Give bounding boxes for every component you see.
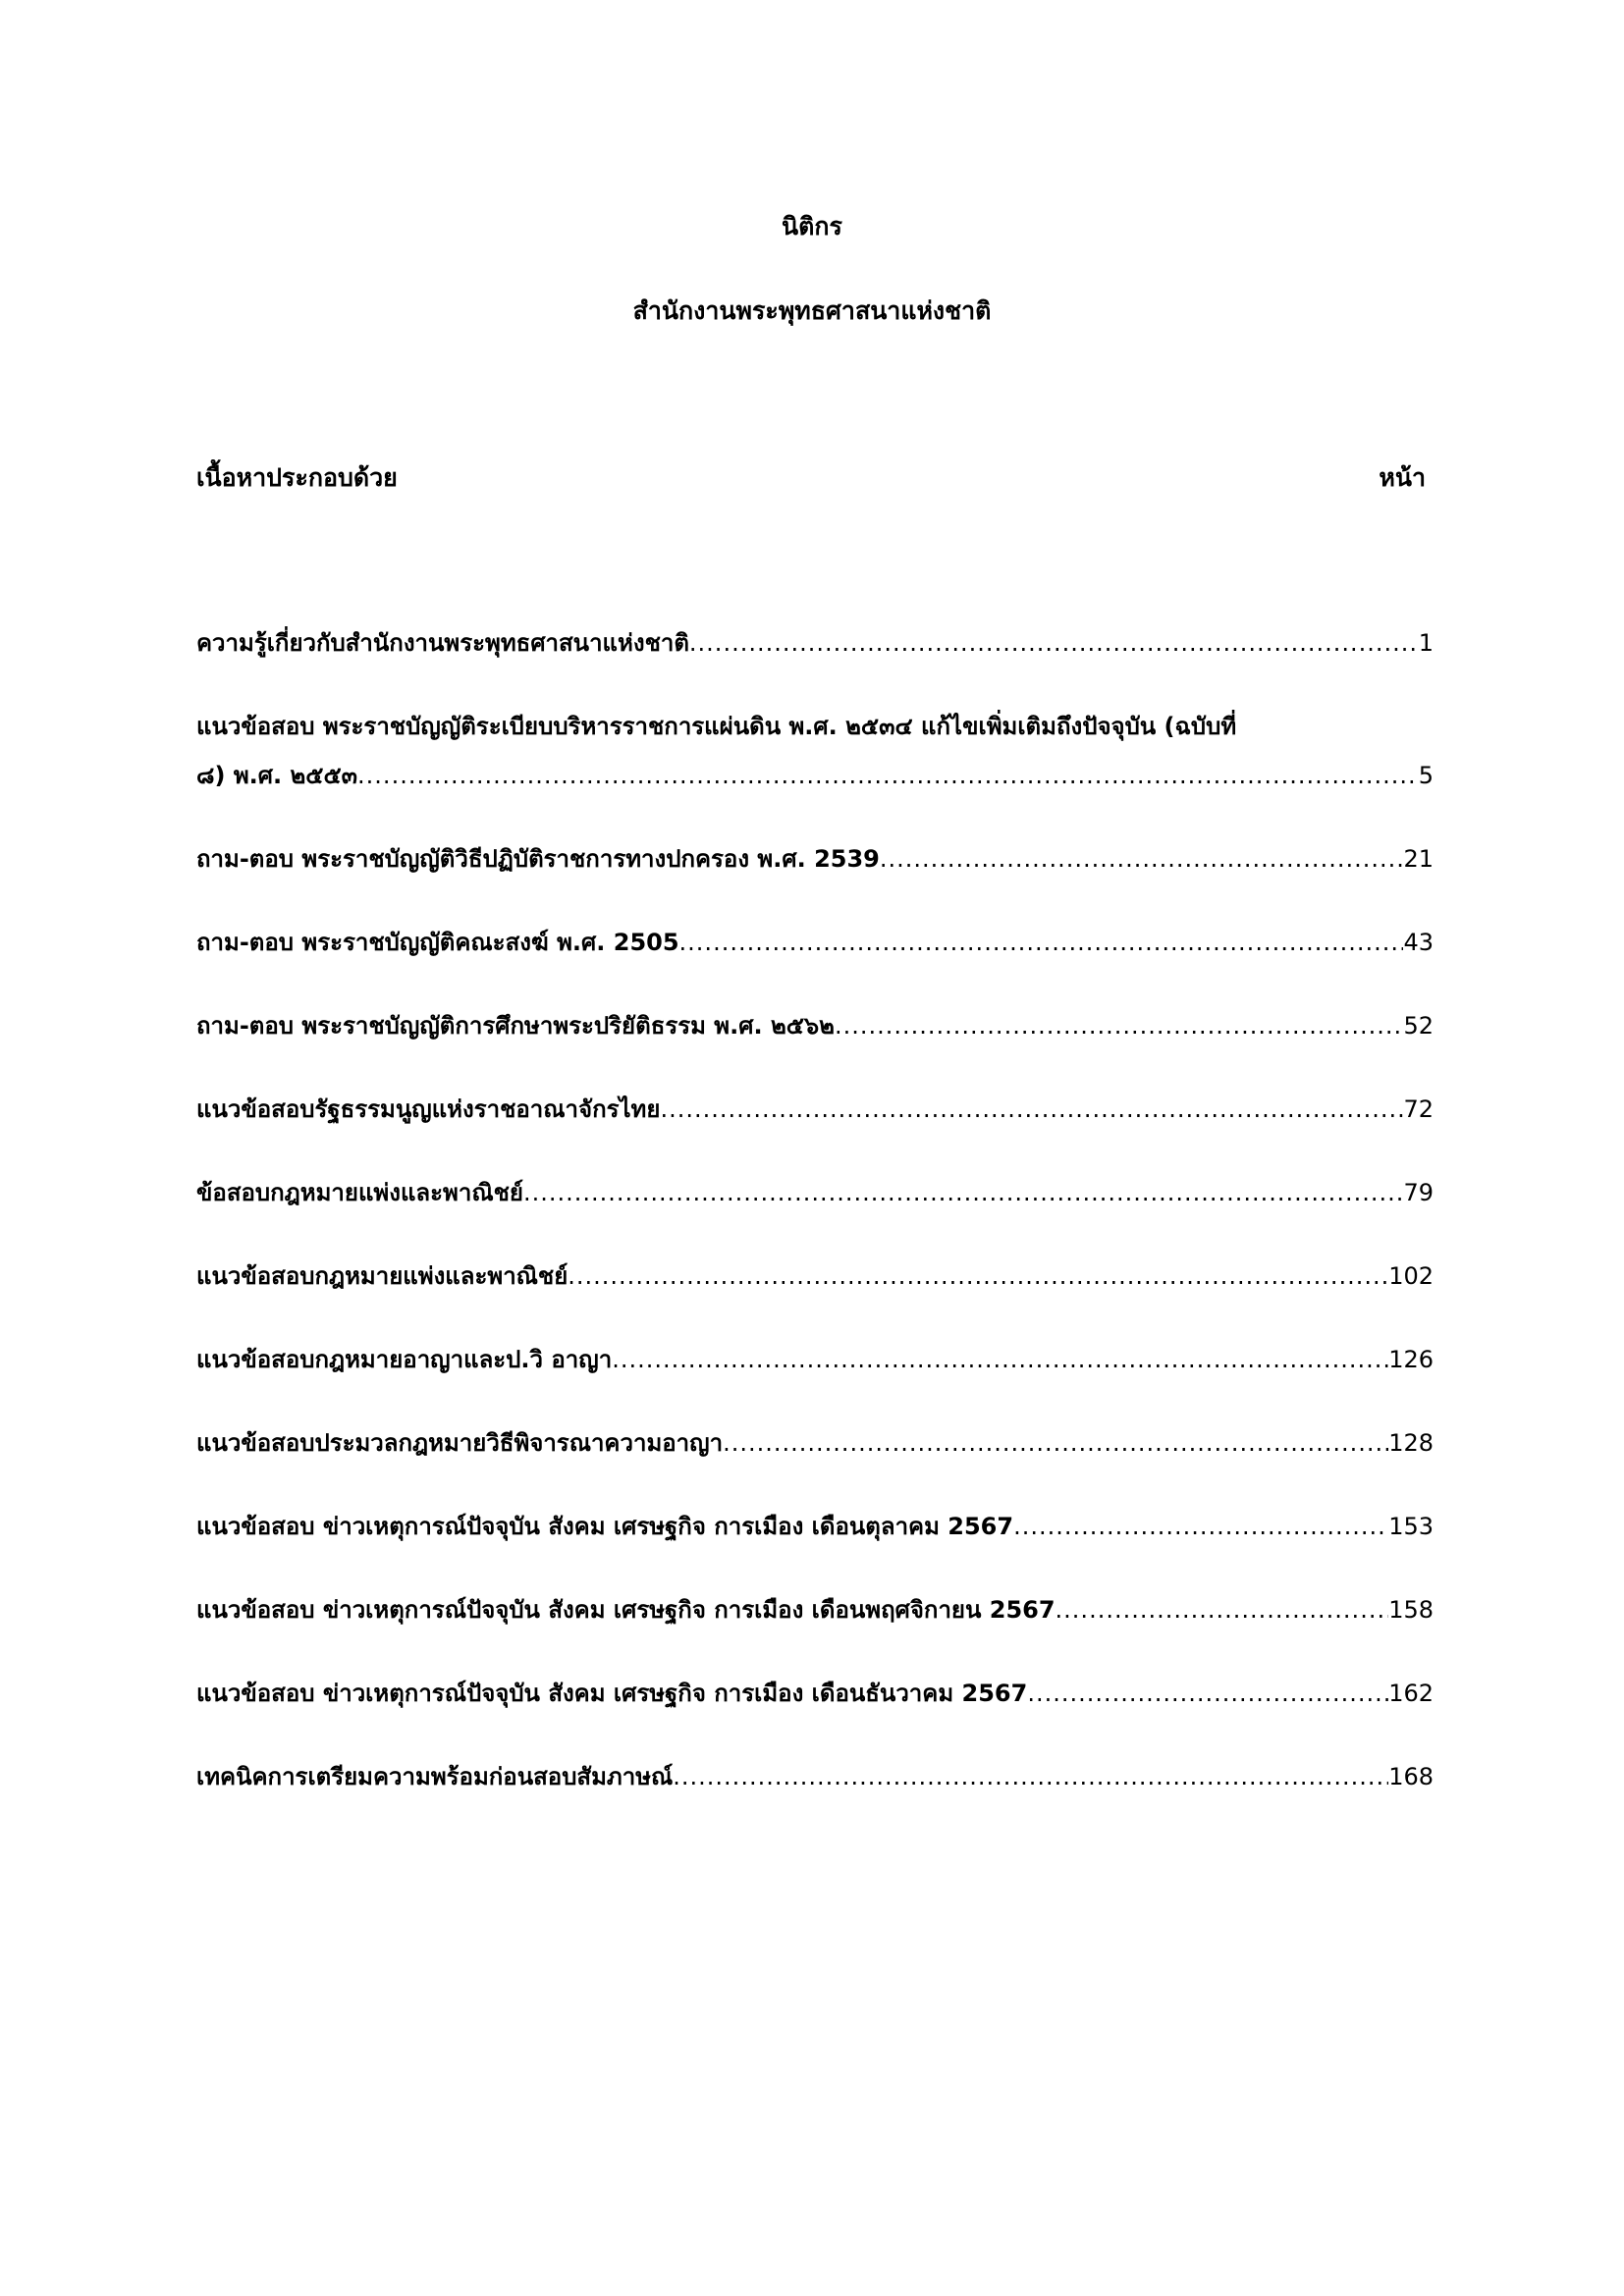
dot-leader: [723, 1426, 1388, 1460]
toc-entry-page: 168: [1388, 1763, 1434, 1790]
toc-entry-title: แนวข้อสอบประมวลกฎหมายวิธีพิจารณาความอาญา: [196, 1429, 724, 1457]
toc-entry-page: 72: [1403, 1095, 1434, 1123]
toc-entry[interactable]: [196, 626, 1434, 660]
contents-label: เนื้อหาประกอบด้วย: [196, 463, 398, 492]
toc-entry[interactable]: [196, 1593, 1434, 1627]
table-of-contents: [196, 626, 1434, 1843]
toc-entry-title: ถาม-ตอบ พระราชบัญญัติคณะสงฆ์ พ.ศ. 2505: [196, 929, 679, 956]
toc-entry-title: แนวข้อสอบกฎหมายแพ่งและพาณิชย์: [196, 1262, 568, 1290]
toc-entry-title: แนวข้อสอบ ข่าวเหตุการณ์ปัจจุบัน สังคม เศรษฐกิจ การเมือง เดือนพฤศจิกายน 2567: [196, 1596, 1056, 1624]
dot-leader: [568, 1259, 1388, 1293]
toc-entry-title-line1: แนวข้อสอบ พระราชบัญญัติระเบียบบริหารราชการแผ่นดิน พ.ศ. ๒๕๓๔ แก้ไขเพิ่มเติมถึงปัจจุบัน (ฉบับที่: [196, 713, 1237, 740]
toc-entry-title: แนวข้อสอบ ข่าวเหตุการณ์ปัจจุบัน สังคม เศรษฐกิจ การเมือง เดือนธันวาคม 2567: [196, 1680, 1028, 1707]
dot-leader: [835, 1009, 1403, 1042]
dot-leader: [1013, 1510, 1388, 1543]
toc-entry[interactable]: [196, 1677, 1434, 1710]
page-column-label: หน้า: [1379, 463, 1426, 492]
toc-entry-page: 79: [1403, 1179, 1434, 1206]
dot-leader: [612, 1343, 1388, 1376]
dot-leader: [1056, 1593, 1389, 1627]
toc-header: [196, 461, 1426, 495]
document-subtitle: สำนักงานพระพุทธศาสนาแห่งชาติ: [632, 296, 992, 325]
dot-leader: [679, 926, 1404, 959]
toc-entry[interactable]: [196, 1176, 1434, 1209]
toc-entry-title: แนวข้อสอบ ข่าวเหตุการณ์ปัจจุบัน สังคม เศรษฐกิจ การเมือง เดือนตุลาคม 2567: [196, 1513, 1014, 1540]
toc-entry-page: 158: [1388, 1596, 1434, 1624]
toc-entry-title: ถาม-ตอบ พระราชบัญญัติการศึกษาพระปริยัติธรรม พ.ศ. ๒๕๖๒: [196, 1012, 835, 1040]
toc-entry-title: แนวข้อสอบกฎหมายอาญาและป.วิ อาญา: [196, 1346, 613, 1373]
toc-entry[interactable]: [196, 1343, 1434, 1376]
toc-entry-page: 1: [1418, 629, 1434, 657]
dot-leader: [689, 626, 1419, 660]
toc-entry-page: 102: [1388, 1262, 1434, 1290]
toc-entry[interactable]: [196, 842, 1434, 876]
toc-entry-page: 5: [1418, 762, 1434, 789]
toc-entry[interactable]: [196, 710, 1434, 792]
document-title: นิติกร: [782, 212, 842, 240]
toc-entry-title: ๘) พ.ศ. ๒๕๕๓: [196, 762, 358, 789]
toc-entry-page: 52: [1403, 1012, 1434, 1040]
dot-leader: [357, 759, 1419, 792]
toc-entry-title: แนวข้อสอบรัฐธรรมนูญแห่งราชอาณาจักรไทย: [196, 1095, 661, 1123]
dot-leader: [1027, 1677, 1388, 1710]
dot-leader: [523, 1176, 1404, 1209]
toc-entry-title: ข้อสอบกฎหมายแพ่งและพาณิชย์: [196, 1179, 523, 1206]
toc-entry[interactable]: [196, 1259, 1434, 1293]
toc-entry-title: ความรู้เกี่ยวกับสำนักงานพระพุทธศาสนาแห่งชาติ: [196, 629, 689, 657]
toc-entry-title: ถาม-ตอบ พระราชบัญญัติวิธีปฏิบัติราชการทางปกครอง พ.ศ. 2539: [196, 845, 880, 873]
toc-entry-page: 153: [1388, 1513, 1434, 1540]
toc-entry[interactable]: [196, 1009, 1434, 1042]
toc-entry-page: 128: [1388, 1429, 1434, 1457]
toc-entry[interactable]: [196, 926, 1434, 959]
toc-entry-page: 21: [1403, 845, 1434, 873]
toc-entry[interactable]: [196, 1760, 1434, 1793]
dot-leader: [673, 1760, 1388, 1793]
toc-entry-title: เทคนิคการเตรียมความพร้อมก่อนสอบสัมภาษณ์: [196, 1763, 674, 1790]
toc-entry[interactable]: [196, 1093, 1434, 1126]
toc-entry-page: 162: [1388, 1680, 1434, 1707]
toc-entry-page: 43: [1403, 929, 1434, 956]
toc-entry[interactable]: [196, 1426, 1434, 1460]
dot-leader: [880, 842, 1404, 876]
toc-entry-page: 126: [1388, 1346, 1434, 1373]
dot-leader: [660, 1093, 1403, 1126]
toc-entry[interactable]: [196, 1510, 1434, 1543]
